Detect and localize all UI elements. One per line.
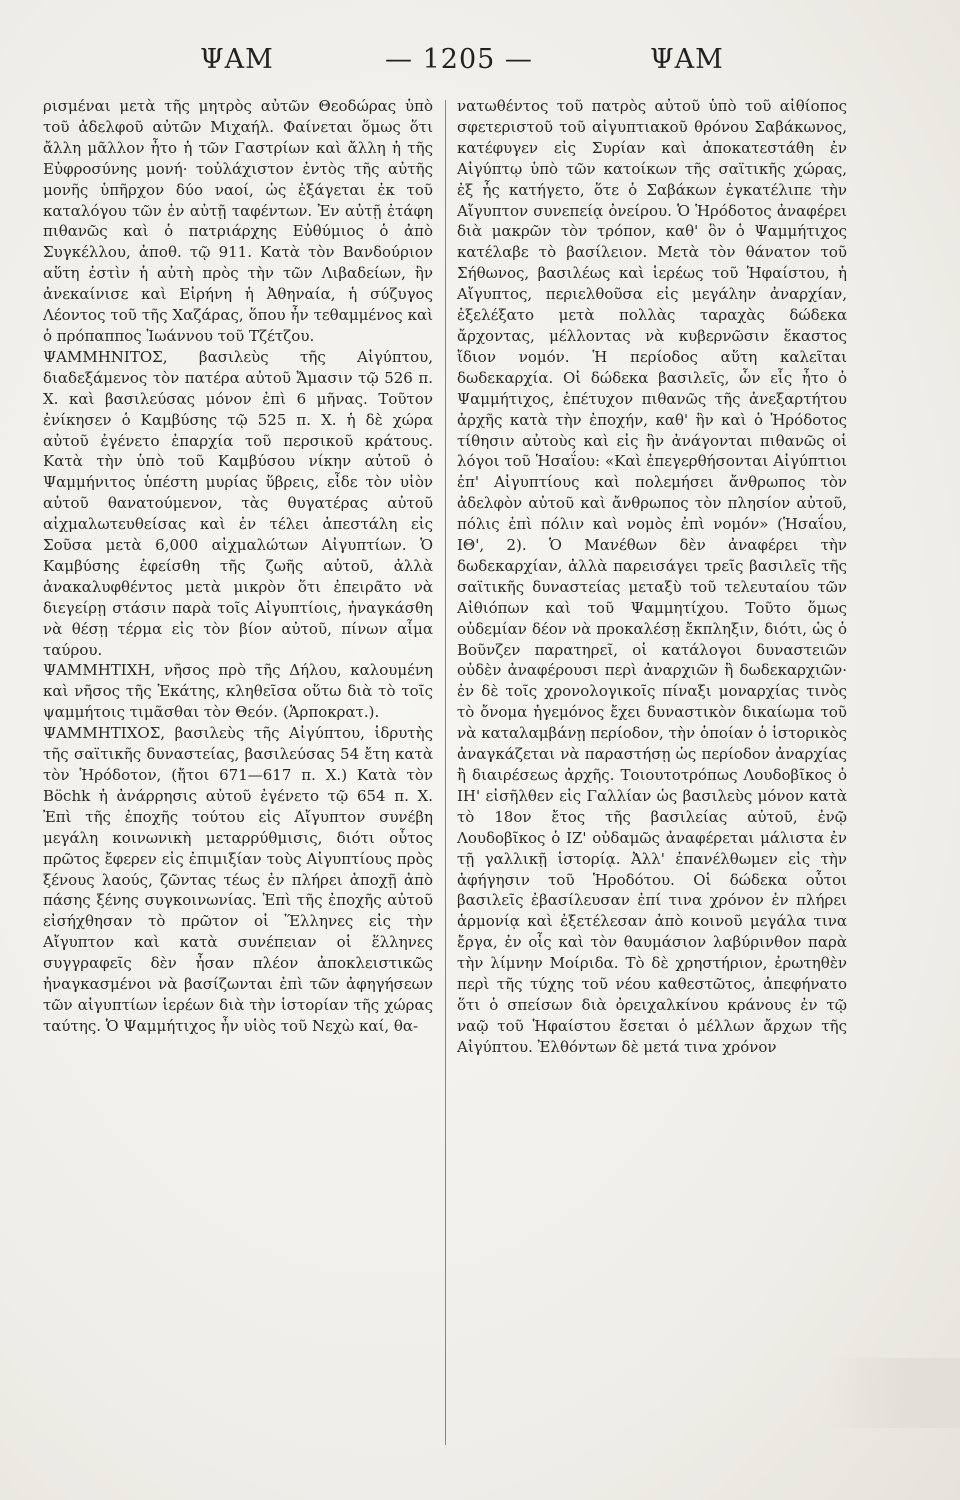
entry-psammitichos: ΨΑΜΜΗΤΙΧΟΣ, βασιλεὺς τῆς Αἰγύπτου, ἱδρυτὴς τῆς σαϊτικῆς δυναστείας, βασιλεύσας 54 ἔτη κατὰ τὸν Ἡρόδοτον, (ἤτοι 671—617 π. Χ.) Κατὰ τὸν Böchk ἡ ἀνάρρησις αὐτοῦ ἐγένετο τῷ 654 π. Χ. Ἐπὶ τῆς ἐποχῆς τούτου εἰς Αἴγυπτον συνέβη μεγάλη κοινωνικὴ μεταρρύθμισις, διότι οὗτος πρῶτος ἔφερεν εἰς ἐπιμιξίαν τοὺς Αἰγυπτίους πρὸς ξένους λαούς, ζῶντας τέως ἐν πλήρει ἀποχῇ ἀπὸ πάσης ξένης συγκοινωνίας. Ἐπὶ τῆς ἐποχῆς αὐτοῦ εἰσήχθησαν τὸ πρῶτον οἱ Ἕλληνες εἰς τὴν Αἴγυπτον καὶ κατὰ συνέπειαν οἱ ἕλληνες συγγραφεῖς δὲν ἦσαν πλέον ἀποκλειστικῶς ἠναγκασμένοι νὰ βασίζωνται ἐπὶ τῶν ἀφηγήσεων τῶν αἰγυπτίων ἱερέων διὰ τὴν ἱστορίαν τῆς χώρας ταύτης. Ὁ Ψαμμήτιχος ἦν υἱὸς τοῦ Νεχὼ καί, θα- bbox=[43, 724, 433, 1035]
page-number: — 1205 — bbox=[385, 44, 533, 75]
header-left-keyword: ΨΑΜ bbox=[200, 44, 274, 75]
header-right-keyword: ΨΑΜ bbox=[650, 44, 724, 75]
page-smudge bbox=[828, 1358, 960, 1428]
running-header bbox=[150, 44, 840, 90]
entry-psammenitos: ΨΑΜΜΗΝΙΤΟΣ, βασιλεὺς τῆς Αἰγύπτου, διαδεξάμενος τὸν πατέρα αὐτοῦ Ἄμασιν τῷ 526 π. Χ. καὶ βασιλεύσας μόνον ἐπὶ 6 μῆνας. Τοῦτον ἐνίκησεν ὁ Καμβύσης τῷ 525 π. Χ. ἡ δὲ χώρα αὐτοῦ ἐγένετο ἐπαρχία τοῦ περσικοῦ κράτους. Κατὰ τὴν ὑπὸ τοῦ Καμβύσου νίκην αὐτοῦ ὁ Ψαμμήνιτος ὑπέστη μυρίας ὕβρεις, εἶδε τὸν υἱὸν αὐτοῦ θανατούμενον, τὰς θυγατέρας αὐτοῦ αἰχμαλωτευθείσας καὶ ἐν τέλει ἀπεστάλη εἰς Σοῦσα μετὰ 6,000 αἰχμαλώτων Αἰγυπτίων. Ὁ Καμβύσης ἐφείσθη τῆς ζωῆς αὐτοῦ, ἀλλὰ ἀνακαλυφθέντος μετὰ μικρὸν ὅτι ἐπειρᾶτο νὰ διεγείρῃ στάσιν παρὰ τοῖς Αἰγυπτίοις, ἠναγκάσθη νὰ θέσῃ τέρμα εἰς τὸν βίον αὐτοῦ, πίνων αἷμα ταύρου. bbox=[43, 347, 433, 659]
entry-psammitichi: ΨΑΜΜΗΤΙΧΗ, νῆσος πρὸ τῆς Δήλου, καλουμένη καὶ νῆσος τῆς Ἑκάτης, κληθεῖσα οὕτω διὰ τὸ τοῖς ψαμμήτοις τιμᾶσθαι τὸν Θεόν. (Ἁρποκρατ.). bbox=[43, 661, 433, 722]
paragraph-psammitichos-continued: νατωθέντος τοῦ πατρὸς αὐτοῦ ὑπὸ τοῦ αἰθίοπος σφετεριστοῦ τοῦ αἰγυπτιακοῦ θρόνου Σαβάκωνος, κατέφυγεν εἰς Συρίαν καὶ ἀποκατεστάθη ἐν Αἰγύπτῳ ὑπὸ τῶν κατοίκων τῆς σαϊτικῆς χώρας, ἐξ ἧς κατήγετο, ὅτε ὁ Σαβάκων ἐγκατέλιπε τὴν Αἴγυπτον συνεπείᾳ ὀνείρου. Ὁ Ἡρόδοτος ἀναφέρει διὰ μακρῶν τὸν τρόπον, καθ' ὃν ὁ Ψαμμήτιχος κατέλαβε τὸ βασίλειον. Μετὰ τὸν θάνατον τοῦ Σήθωνος, βασιλέως καὶ ἱερέως τοῦ Ἡφαίστου, ἡ Αἴγυπτος, περιελθοῦσα εἰς μεγάλην ἀναρχίαν, ἐξελέξατο μετὰ πολλὰς ταραχὰς δώδεκα ἄρχοντας, μέλλοντας νὰ κυβερνῶσιν ἕκαστος ἴδιον νομόν. Ἡ περίοδος αὕτη καλεῖται δωδεκαρχία. Οἱ δώδεκα βασιλεῖς, ὧν εἷς ἦτο ὁ Ψαμμήτιχος, ἐπέτυχον πιθανῶς τῆς ἀνεξαρτήτου ἀρχῆς κατὰ τὴν ἐποχήν, καθ' ἣν καὶ ὁ Ἡρόδοτος τίθησιν αὐτοὺς καὶ εἰς ἣν ἀνάγονται πιθανῶς οἱ λόγοι τοῦ Ἡσαΐου: «Καὶ ἐπεγερθήσονται Αἰγύπτιοι ἐπ' Αἰγυπτίους καὶ πολεμήσει ἄνθρωπος τὸν ἀδελφὸν αὐτοῦ καὶ ἄνθρωπος τὸν πλησίον αὐτοῦ, πόλις ἐπὶ πόλιν καὶ νομὸς ἐπὶ νομόν» (Ἡσαΐου, ΙΘ', 2). Ὁ Μανέθων δὲν ἀναφέρει τὴν δωδεκαρχίαν, ἀλλὰ παρεισάγει τρεῖς βασιλεῖς τῆς σαϊτικῆς δυναστείας μεταξὺ τοῦ τελευταίου τῶν Αἰθιόπων καὶ τοῦ Ψαμμητίχου. Τοῦτο ὅμως οὐδεμίαν δέον νὰ προκαλέσῃ ἔκπληξιν, διότι, ὡς ὁ Βοῦνζεν παρατηρεῖ, οἱ κατάλογοι δυναστειῶν οὐδὲν ἀναφέρουσι περὶ ἀναρχιῶν ἢ δωδεκαρχιῶν· ἐν δὲ τοῖς χρονολογικοῖς πίναξι μοναρχίας τινὸς τὸ ὄνομα ἡγεμόνος ἔχει δυναστικὸν δικαίωμα τοῦ νὰ καταλαμβάνῃ περίοδον, τὴν ὁποίαν ὁ ἱστορικὸς ἀναγκάζεται νὰ παραστήσῃ ὡς περίοδον ἀναρχίας ἢ διαιρέσεως ἀρχῆς. Τοιουτοτρόπως Λουδοβῖκος ὁ ΙΗ' εἰσῆλθεν εἰς Γαλλίαν ὡς βασιλεὺς μόνον κατὰ τὸ 18ον ἔτος τῆς βασιλείας αὐτοῦ, ἐνῷ Λουδοβῖκος ὁ ΙΖ' οὐδαμῶς ἀναφέρεται μάλιστα ἐν τῇ γαλλικῇ ἱστορίᾳ. Ἀλλ' ἐπανέλθωμεν εἰς τὴν ἀφήγησιν τοῦ Ἡροδότου. Οἱ δώδεκα οὗτοι βασιλεῖς ἐβασίλευσαν ἐπί τινα χρόνον ἐν πλήρει ἁρμονίᾳ καὶ ἐξετέλεσαν ἀπὸ κοινοῦ μεγάλα τινα ἔργα, ἐν οἷς καὶ τὸν θαυμάσιον λαβύρινθον παρὰ τὴν λίμνην Μοίριδα. Τὸ δὲ χρηστήριον, ἐρωτηθὲν περὶ τῆς τύχης τοῦ νέου καθεστῶτος, ἀπεφήνατο ὅτι ὁ σπείσων διὰ ὀρειχαλκίνου κράνους ἐν τῷ ναῷ τοῦ Ἡφαίστου ἔσεται ὁ μέλλων ἄρχων τῆς Αἰγύπτου. Ἐλθόντων δὲ μετά τινα χρόνον bbox=[457, 97, 847, 1056]
paragraph-gastria-monastery: ρισμέναι μετὰ τῆς μητρὸς αὐτῶν Θεοδώρας ὑπὸ τοῦ ἀδελφοῦ αὐτῶν Μιχαήλ. Φαίνεται ὅμως ὅτι ἄλλη μᾶλλον ἦτο ἡ τῶν Γαστρίων καὶ ἄλλη ἡ τῆς Εὐφροσύνης μονή· τοὐλάχιστον ἐντὸς τῆς αὐτῆς μονῆς ὑπῆρχον δύο ναοί, ὡς ἐξάγεται ἐκ τοῦ καταλόγου τῶν ἐν αὐτῇ ταφέντων. Ἐν αὐτῇ ἐτάφη πιθανῶς καὶ ὁ πατριάρχης Εὐθύμιος ὁ ἀπὸ Συγκέλλου, ἀποθ. τῷ 911. Κατὰ τὸν Βανδούριον αὕτη ἐστὶν ἡ αὐτὴ πρὸς τὴν τῶν Λιβαδείων, ἣν ἀνεκαίνισε καὶ Εἰρήνη ἡ Ἀθηναία, ἡ σύζυγος Λέοντος τοῦ τῆς Χαζάρας, ὅπου ἦν τεθαμμένος καὶ ὁ πρόπαππος Ἰωάννου τοῦ Τζέτζου. bbox=[43, 97, 433, 345]
left-column bbox=[43, 96, 433, 1037]
right-column bbox=[457, 96, 847, 1058]
column-divider bbox=[445, 100, 446, 1445]
